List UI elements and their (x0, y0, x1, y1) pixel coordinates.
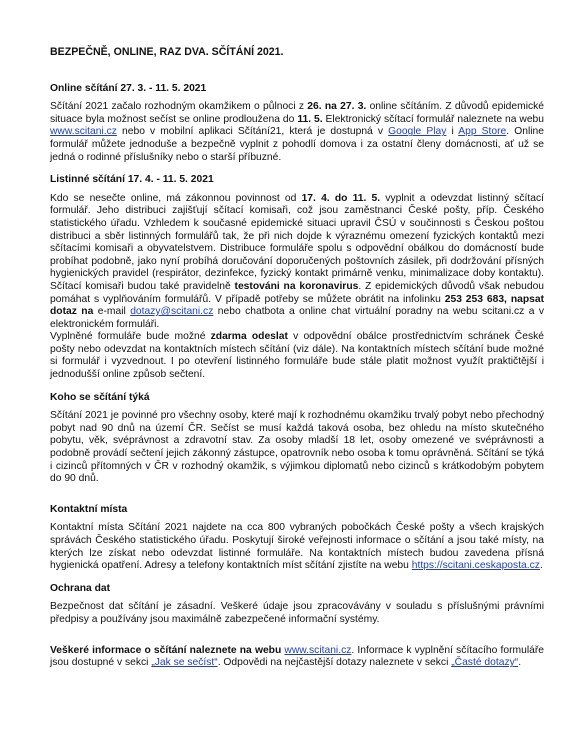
bold-text: 11. 5. (297, 113, 323, 125)
text: e-mail (93, 306, 131, 318)
text: . (539, 560, 543, 572)
link-google-play[interactable]: Google Play (388, 126, 447, 138)
paragraph-listinne-2 (50, 331, 544, 381)
heading-online: Online sčítání 27. 3. - 11. 5. 2021 (50, 82, 207, 94)
text: . Informace k vyplnění sčítacího formuláře jsou dostupné v sekci (50, 644, 544, 669)
text: . Online formulář můžete jednoduše a bezpečně vyplnit z pohodlí domova i za ostatní členy domácnosti, ať už se jedná o rodinné příslušníky nebo o starší příbuzné. (50, 126, 544, 163)
text: . Odpovědi na nejčastější dotazy naleznete v sekci (217, 657, 452, 669)
text: v odpovědní obálce prostřednictvím schránek České pošty nebo odevzdat na kontaktních místech sčítání (viz dále). Na kontaktních místech sčítání bude možné si formulář i vyzvednout. I po otevření listinného formuláře bude stále platit možnost využít praktičtější i jednodušší online způsob sečtení. (50, 331, 544, 381)
heading-ochrana: Ochrana dat (50, 582, 111, 594)
paragraph-ochrana: Bezpečnost dat sčítání je zásadní. Veškeré údaje jsou zpracovávány v souladu s příslušnými právními předpisy a používány jsou maximálně zabezpečené informační systémy. (50, 601, 544, 625)
heading-kontakt: Kontaktní místa (50, 503, 128, 515)
link-scitani-footer[interactable]: www.scitani.cz (284, 644, 352, 656)
link-scitani[interactable]: www.scitani.cz (50, 126, 117, 138)
text: . Z epidemických důvodů však nebudou pomáhat s vyplňováním formulářů. V případě potřeby se můžete obrátit na infolinku (50, 280, 545, 305)
text: vyplnit a odevzdat listinný sčítací formulář. Jeho distribuci zajišťují sčítací komisaři, což jsou zaměstnanci České pošty, příp. Českého statistického úřadu. Vzhledem k současné epidemické situaci upravil ČSÚ v součinnosti s Českou poštou distribuci a sběr listinných formulářů tak, že při nich dojde k výraznému omezení fyzických kontaktů mezi sčítacími komisaři a obyvatelstvem. Distribuce formuláře spolu s odpovědní obálkou do domácností bude probíhat podobně, jako nyní probíhá doručování doporučených poštovních zásilek, při dodržování přísných hygienických pravidel (respirátor, dezinfekce, fyzický kontakt primárně venku, minimalizace doby kontaktu). Sčítací komisaři budou také pravidelně (50, 192, 544, 292)
paragraph-koho: Sčítání 2021 je povinné pro všechny osoby, které mají k rozhodnému okamžiku trvalý pobyt nebo přechodný pobyt nad 90 dnů na území ČR. Sečíst se musí každá taková osoba, bez ohledu na místo skutečného pobytu, věk, svéprávnost a zdravotní stav. Za osoby mladší 18 let, osoby omezené ve svéprávnosti a podobně provádí sečtení jejich zákonný zástupce, opatrovník nebo osoba k tomu oprávněná. Sčítání se týká i cizinců přítomných v ČR v rozhodný okamžik, s výjimkou diplomatů nebo cizinců s krátkodobým pobytem do 90 dnů. (50, 410, 544, 485)
text: Kdo se nesečte online, má zákonnou povinnost od (50, 192, 302, 204)
paragraph-listinne (50, 193, 544, 332)
text: nebo chatbota a online chat virtuální poradny na webu scitani.cz a v elektronickém formuláři. (50, 306, 544, 330)
link-caste-dotazy[interactable]: „Časté dotazy“ (451, 657, 519, 669)
text: . (518, 657, 522, 669)
paragraph-online (50, 101, 544, 164)
document-title: BEZPEČNĚ, ONLINE, RAZ DVA. SČÍTÁNÍ 2021. (50, 46, 284, 58)
text: Kontaktní místa Sčítání 2021 najdete na cca 800 vybraných pobočkách České pošty a všech krajských správách Českého statistického úřadu. Poskytují široké veřejnosti informace o sčítání a jsou také místy, na kterých lze získat nebo odevzdat listinné formuláře. Na kontaktních místech budou zavedena přísná hygienická opatření. Adresy a telefony kontaktních míst sčítání zjistíte na webu (50, 522, 544, 572)
paragraph-footer (50, 645, 544, 670)
text: online sčítáním. Z důvodů epidemické situace byla možnost sečíst se online prodloužena do (50, 101, 545, 125)
text: Vyplněné formuláře bude možné (50, 331, 211, 343)
link-app-store[interactable]: App Store (458, 126, 507, 138)
bold-text: zdarma odeslat (210, 331, 288, 343)
text: Elektronický sčítací formulář naleznete na webu (322, 113, 544, 125)
link-email[interactable]: dotazy@scitani.cz (130, 306, 214, 318)
heading-listinne: Listinné sčítání 17. 4. - 11. 5. 2021 (50, 174, 214, 186)
bold-text: 17. 4. do 11. 5. (301, 192, 381, 204)
link-ceskaposta[interactable]: https://scitani.ceskaposta.cz (411, 560, 540, 572)
bold-text: testováni na koronavirus (234, 280, 359, 292)
text: Sčítání 2021 začalo rozhodným okamžikem o půlnoci z (50, 101, 308, 113)
bold-text: 26. na 27. 3. (307, 101, 367, 113)
text: i (446, 126, 459, 138)
paragraph-kontakt (50, 522, 544, 572)
heading-koho: Koho se sčítání týká (50, 391, 150, 403)
bold-text: Veškeré informace o sčítání naleznete na webu (50, 644, 285, 656)
bold-text: 253 253 683, napsat dotaz na (50, 293, 545, 318)
text: nebo v mobilní aplikaci Sčítání21, která je dostupná v (116, 126, 389, 138)
link-jak-se-secist[interactable]: „Jak se sečíst“ (151, 657, 218, 669)
